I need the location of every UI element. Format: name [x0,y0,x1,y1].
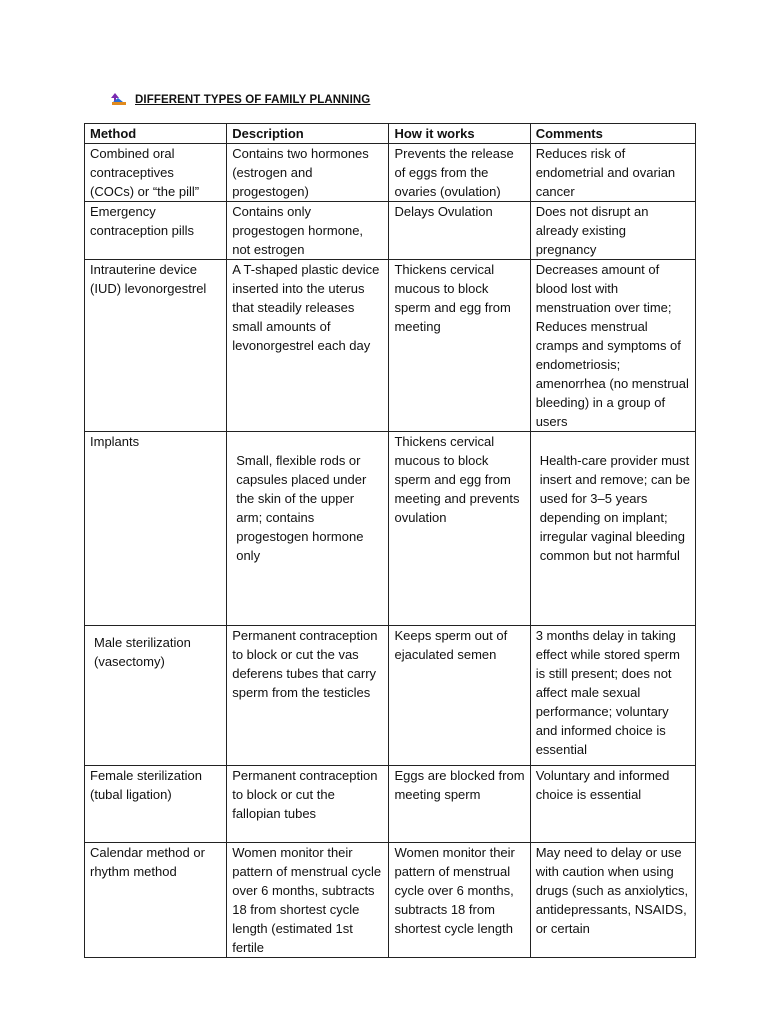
cell-method: Male sterilization (vasectomy) [85,626,227,766]
header-comments: Comments [530,124,695,144]
cell-description: Permanent contraception to block or cut the vas deferens tubes that carry sperm from the testicles [227,626,389,766]
table-row [85,202,696,260]
cell-method: Emergency contraception pills [85,202,227,260]
cell-method: Implants [85,432,227,626]
cell-how-it-works: Thickens cervical mucous to block sperm and egg from meeting and prevents ovulation [389,432,530,626]
cell-comments: Reduces risk of endometrial and ovarian cancer [530,144,695,202]
cell-comments: Decreases amount of blood lost with menstruation over time; Reduces menstrual cramps and symptoms of endometriosis; amenorrhea (no menstrual bleeding) in a group of users [530,260,695,432]
cell-description: Permanent contraception to block or cut the fallopian tubes [227,766,389,843]
header-description: Description [227,124,389,144]
table-row [85,843,696,958]
header-method: Method [85,124,227,144]
table-row [85,626,696,766]
cell-comments: Does not disrupt an already existing pregnancy [530,202,695,260]
document-heading [111,92,370,108]
cell-method: Calendar method or rhythm method [85,843,227,958]
bullet-arrow-icon [111,92,127,108]
cell-comments: May need to delay or use with caution when using drugs (such as anxiolytics, antidepressants, NSAIDS, or certain [530,843,695,958]
cell-description: A T-shaped plastic device inserted into the uterus that steadily releases small amounts of levonorgestrel each day [227,260,389,432]
cell-description: Small, flexible rods or capsules placed under the skin of the upper arm; contains progestogen hormone only [227,432,389,626]
cell-description: Women monitor their pattern of menstrual cycle over 6 months, subtracts 18 from shortest cycle length (estimated 1st fertile [227,843,389,958]
cell-how-it-works: Delays Ovulation [389,202,530,260]
cell-comments: Health-care provider must insert and remove; can be used for 3–5 years depending on implant; irregular vaginal bleeding common but not harmful [530,432,695,626]
table-row [85,766,696,843]
cell-how-it-works: Women monitor their pattern of menstrual cycle over 6 months, subtracts 18 from shortest cycle length [389,843,530,958]
cell-how-it-works: Eggs are blocked from meeting sperm [389,766,530,843]
cell-method: Combined oral contraceptives (COCs) or “the pill” [85,144,227,202]
table-header-row [85,124,696,144]
cell-description: Contains only progestogen hormone, not estrogen [227,202,389,260]
table-row [85,144,696,202]
cell-comments: 3 months delay in taking effect while stored sperm is still present; does not affect male sexual performance; voluntary and informed choice is essential [530,626,695,766]
cell-comments: Voluntary and informed choice is essential [530,766,695,843]
table-row [85,260,696,432]
cell-how-it-works: Keeps sperm out of ejaculated semen [389,626,530,766]
table-row [85,432,696,626]
cell-how-it-works: Prevents the release of eggs from the ovaries (ovulation) [389,144,530,202]
cell-method: Intrauterine device (IUD) levonorgestrel [85,260,227,432]
cell-how-it-works: Thickens cervical mucous to block sperm and egg from meeting [389,260,530,432]
cell-method: Female sterilization (tubal ligation) [85,766,227,843]
cell-description: Contains two hormones (estrogen and progestogen) [227,144,389,202]
header-how-it-works: How it works [389,124,530,144]
family-planning-table [84,123,696,958]
page-title: DIFFERENT TYPES OF FAMILY PLANNING [135,94,371,106]
